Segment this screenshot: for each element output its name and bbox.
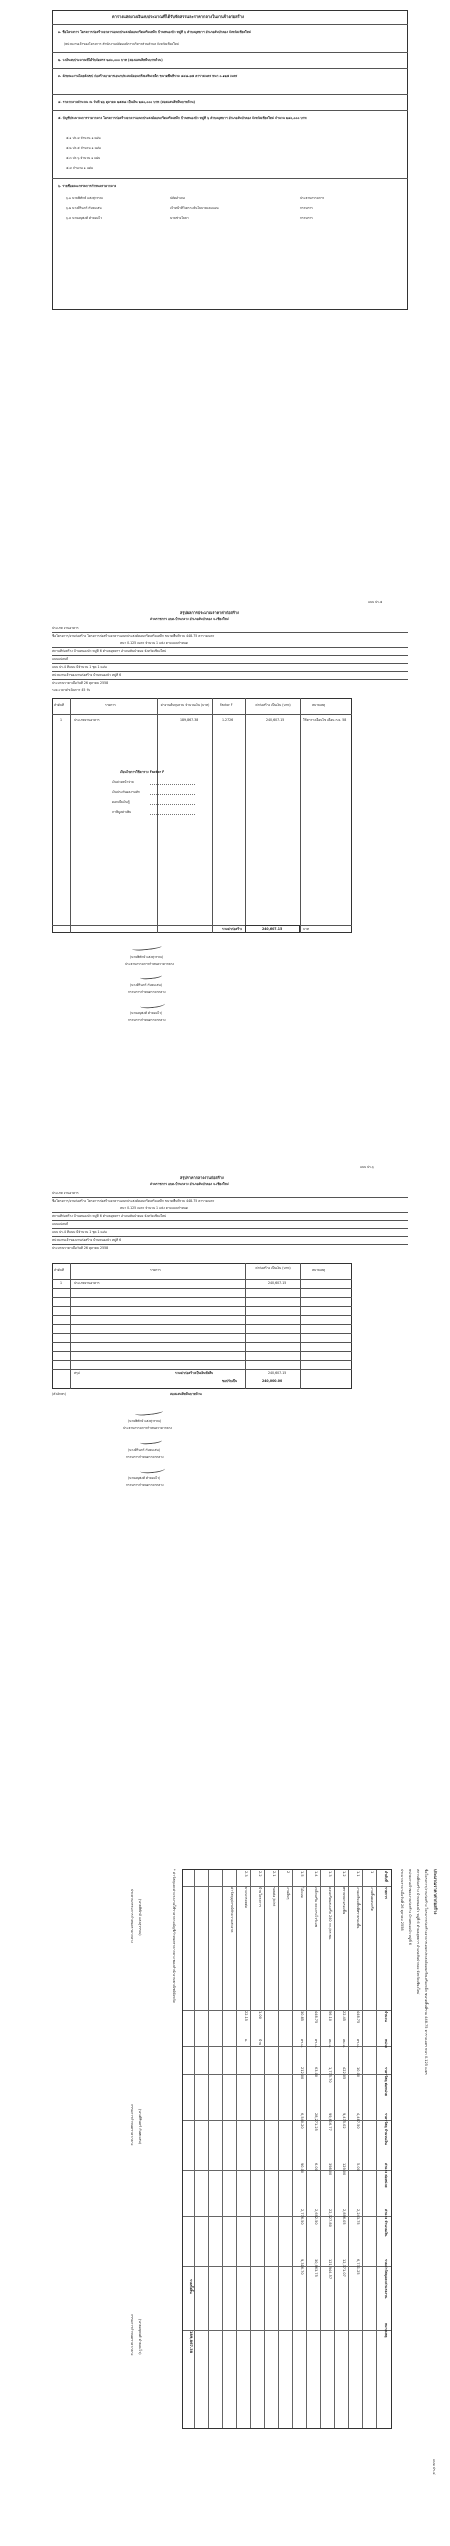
pr4-header: ราคาวัสดุ ต่อหน่วย xyxy=(384,2067,388,2096)
pr4-cell: 10.00 xyxy=(356,2067,360,2078)
pr4-cell: งานเตรียมพื้นที่ทรายรองพื้น xyxy=(356,1887,360,1929)
calc-line: ประมาณราคาเมื่อวันที่ 26 ตุลาคม 2558 xyxy=(52,1246,109,1250)
round-value: 240,000.00 xyxy=(262,1379,283,1383)
pr4-cell: 22.45 xyxy=(342,2011,346,2022)
th-factor: Factor F xyxy=(220,703,233,707)
pr4-cell: 2,243.75 xyxy=(356,2209,360,2225)
pr4-cell: คอนกรีตผสมเสร็จ 240 กก./ตร.ซม. xyxy=(328,1887,332,1941)
pr4-cell: รอยต่อ Joint xyxy=(272,1887,276,1907)
sum-label: สรุป xyxy=(74,1371,80,1375)
pr4-header: หน่วย xyxy=(384,2039,388,2048)
sum-text: รวมค่าก่อสร้างเป็นเงินทั้งสิ้น xyxy=(175,1371,214,1375)
th-total: ค่าก่อสร้าง เป็นเงิน (บาท) xyxy=(255,1266,291,1270)
blank-line: แบบแปลนที่ xyxy=(52,1222,69,1226)
pr4-cell: ตร.ม. xyxy=(356,2039,360,2048)
pr4-cell: 28,271.25 xyxy=(314,2113,318,2131)
pr4-cell: 2,776.50 xyxy=(300,2209,304,2225)
committee-2-role: เจ้าหน้าที่วิเคราะห์นโยบายและแผน xyxy=(170,206,219,210)
factor-row-1: เงินล่วงหน้าจ่าย xyxy=(112,780,134,784)
sig-3-name: (นายอนุพงศ์ คำยอมไว) xyxy=(138,2319,142,2355)
sig-1-title: ประธานกรรมการกำหนดราคากลาง xyxy=(125,962,174,966)
pr4-cell: 9,475.02 xyxy=(342,2113,346,2129)
row-cost: 189,867.38 xyxy=(180,718,199,722)
sig-3-name: (นายอนุพงศ์ คำยอมไว) xyxy=(128,1476,161,1480)
project-line: ชื่อโครงการ/งานก่อสร้าง โครงการก่อสร้างอาคารเอนกประสงค์คอนกรีตเสริมเหล็ก ขนาดพื้นที่รวม 448.75 ตารางเมตร xyxy=(52,1199,215,1203)
row-item: ประเภทงานอาคาร xyxy=(74,718,100,722)
pr4-cell: ม. xyxy=(244,2039,248,2043)
factor-row-4: ภาษีมูลค่าเพิ่ม xyxy=(112,810,132,814)
sum-value: 240,607.15 xyxy=(268,1371,287,1375)
sub5-4: ๕.๔ จำนวน ๑ แผ่น xyxy=(66,166,93,170)
pr4-cell: 1.5 xyxy=(300,1871,304,1877)
pr4-cell: ยาแนวรอยต่อ xyxy=(244,1887,248,1909)
committee-2-name: ๖.๒ นางศิรินภร์ กันทะเสน xyxy=(66,206,102,210)
form-title: สรุปราคากลางงานก่อสร้าง xyxy=(180,1175,224,1180)
pr4-cell: 99,616.77 xyxy=(328,2113,332,2131)
blank-line: แบบแปลนที่ xyxy=(52,657,69,661)
project-line: ชื่อโครงการ/งานก่อสร้าง โครงการก่อสร้างอาคารเอนกประสงค์คอนกรีตเสริมเหล็ก ขนาดพื้นที่รวม 448.75 ตารางเมตร หนา 0.125 เมตร xyxy=(424,1869,428,2075)
pr4-cell: 2.3 xyxy=(244,1871,248,1877)
pr4-cell: 1.1 xyxy=(356,1871,360,1877)
form-number: แบบ ปร.๖ xyxy=(360,1165,374,1169)
pr4-cell: งานพื้นคอนกรีต xyxy=(370,1887,374,1911)
item-1-owner: /หน่วยงานเจ้าของโครงการ สำนักงานปลัดองค์การบริหารส่วนตำบล จังหวัดเชียงใหม่ xyxy=(64,42,179,46)
pr4-cell: ตร.ม. xyxy=(300,2039,304,2048)
row-no: 1 xyxy=(60,718,63,722)
pr4-cell: 6,731.25 xyxy=(356,2259,360,2275)
duration-line: ระยะเวลาดำเนินการ 45 วัน xyxy=(52,688,91,692)
pr4-header: ค่าแรง ต่อหน่วย xyxy=(384,2163,388,2188)
pr4-cell: 212.00 xyxy=(300,2067,304,2080)
size-line: หนา 0.125 เมตร จำนวน 1 แห่ง ตามแบบกำหนด xyxy=(120,641,188,645)
row-item: ประเภทงานอาคาร xyxy=(74,1281,100,1285)
budget-table-title: ตารางแสดงวงเงินงบประมาณที่ได้รับจัดสรรและราคากลางในงานจ้างก่อสร้าง xyxy=(112,14,244,19)
pr4-cell: 22,327.80 xyxy=(328,2209,332,2227)
th-cost: ค่างานต้นทุนรวม จำนวนเงิน (บาท) xyxy=(160,703,210,707)
pr4-note: * ค่าวัสดุและค่าแรงงานใช้ราคาตามบัญชีกำหนดราคากลาง ของสำนักงานพาณิชย์จังหวัด xyxy=(172,1869,176,2003)
pr4-cell: ค่าวัสดุอุปกรณ์ทำความสะอาด xyxy=(230,1887,234,1933)
form-subtitle: ส่วนราชการ อบต.บ้านกลาง อำเภอสันป่าตอง จ.เชียงใหม่ xyxy=(150,617,229,621)
owner-line: หน่วยงานเจ้าของงานก่อสร้าง บ้านหนองบัว หมู่ที่ 6 xyxy=(52,673,122,677)
pr4-cell: 448.75 xyxy=(356,2011,360,2024)
type-line: ประเภท งานอาคาร xyxy=(52,1191,79,1195)
owner-line: หน่วยงานเจ้าของงานก่อสร้าง บ้านหนองบัว หมู่ที่ 6 xyxy=(408,1869,412,1945)
factor-row-2: เงินประกันผลงานหัก xyxy=(112,790,140,794)
pr4-cell: 6,540.20 xyxy=(300,2113,304,2129)
pr4-cell: 12,371.07 xyxy=(342,2259,346,2277)
pr4-cell: 6.00 xyxy=(314,2163,318,2171)
location-line: สถานที่ก่อสร้าง บ้านหนองบัว หมู่ที่ 6 ตำบลอุทยาฯ อำเภอสันป่าตอง จังหวัดเชียงใหม่ xyxy=(416,1869,420,1995)
total-label: รวมค่าก่อสร้าง xyxy=(222,927,243,931)
words-label: (ตัวอักษร) xyxy=(52,1392,67,1396)
sig-2-title: กรรมการกำหนดราคากลาง xyxy=(126,1455,164,1459)
sig-1-name: (นายพิทักษ์ แสงสุวรรณ) xyxy=(138,1899,142,1936)
pr4-cell: 22.15 xyxy=(244,2011,248,2022)
page-pr4-rotated xyxy=(0,1855,450,2545)
sig-3-title: กรรมการกำหนดราคากลาง xyxy=(126,1483,164,1487)
pr4-header: ราคาวัสดุ จำนวนเงิน xyxy=(384,2113,388,2145)
sig-3-name: (นายอนุพงศ์ คำยอมไว) xyxy=(130,1011,163,1015)
project-line: ชื่อโครงการ/งานก่อสร้าง โครงการก่อสร้างอาคารเอนกประสงค์คอนกรีตเสริมเหล็ก ขนาดพื้นที่รวม 448.75 ตารางเมตร xyxy=(52,634,215,638)
budget-table-frame xyxy=(52,10,408,310)
type-line: ประเภท งานอาคาร xyxy=(52,626,79,630)
pr4-cell: 63.00 xyxy=(314,2067,318,2078)
committee-1-pos: ประธานกรรมการ xyxy=(300,196,325,200)
sig-1-title: ประธานกรรมการกำหนดราคากลาง xyxy=(130,1889,134,1943)
form-title: ประมาณราคาค่าก่อสร้าง xyxy=(433,1869,438,1915)
item-2: ๒. วงเงินงบประมาณที่ได้รับจัดสรร ๒๔๐,๐๐๐ บาท (สองแสนสี่หมื่นบาทถ้วน) xyxy=(58,58,163,62)
pr4-header: รวมค่าวัสดุและค่าแรงงาน xyxy=(384,2259,388,2299)
row-factor: 1.2726 xyxy=(222,718,234,722)
pr4-cell: 121,944.57 xyxy=(328,2259,332,2280)
sheets-line: แบบ ปร.4 ที่แนบ มีจำนวน 1 ชุด 1 แผ่น xyxy=(52,665,107,669)
pr4-cell: งานอื่นๆ xyxy=(286,1887,290,1900)
pr4-cell: ตร.ม. xyxy=(314,2039,318,2048)
pr4-cell: 1,775.70 xyxy=(328,2067,332,2083)
th-total: ค่าก่อสร้าง เป็นเงิน (บาท) xyxy=(255,703,291,707)
pr4-cell: 1 xyxy=(370,1871,374,1874)
th-note: หมายเหตุ xyxy=(312,1268,326,1272)
th-no: ลำดับที่ xyxy=(54,703,64,707)
form-number: แบบ ปร.๔ xyxy=(432,2459,436,2475)
item-1: ๑. ชื่อโครงการ โครงการก่อสร้างอาคารเอนกประสงค์คอนกรีตเสริมเหล็ก บ้านหนองบัว หมู่ที่ ๖ ตำบลอุทยาฯ อำเภอสันป่าตอง จังหวัดเชียงใหม่ xyxy=(58,30,251,34)
pr4-cell: 1.3 xyxy=(328,1871,332,1877)
row-note: ใช้ตารางเงื่อนไข เดือน ก.ย. 58 xyxy=(303,718,347,722)
pr4-cell: 30,963.75 xyxy=(314,2259,318,2277)
sheets-line: แบบ ปร.4 ที่แนบ มีจำนวน 1 ชุด 1 แผ่น xyxy=(52,1230,107,1234)
sum-label: รวมทั้งสิ้น xyxy=(189,2279,193,2294)
sig-2-title: กรรมการกำหนดราคากลาง xyxy=(128,990,166,994)
pr4-cell: 129.00 xyxy=(342,2163,346,2176)
pr4-cell: ไม้แบบ xyxy=(300,1887,304,1898)
pr4-cell: 2.2 xyxy=(258,1871,262,1877)
pr4-cell: 398.00 xyxy=(328,2163,332,2176)
page-pr6 xyxy=(0,1165,450,1615)
sig-2-name: (นางศิรินภร์ กันทะเสน) xyxy=(128,1448,160,1452)
factor-row-3: ดอกเบี้ยเงินกู้ xyxy=(112,800,130,804)
committee-3-pos: กรรมการ xyxy=(300,216,313,220)
pr5-table xyxy=(52,698,352,933)
sig-1-name: (นายพิทักษ์ แสงสุวรรณ) xyxy=(130,955,164,959)
page-pr5 xyxy=(0,600,450,1030)
pr4-cell: 56.10 xyxy=(328,2011,332,2022)
committee-2-pos: กรรมการ xyxy=(300,206,313,210)
pr4-header: หมายเหตุ xyxy=(384,2323,388,2338)
item-4: ๔. ราคากลางคำนวณ ณ วันที่ ๒๖ ตุลาคม ๒๕๕๘ เป็นเงิน ๒๔๐,๐๐๐ บาท (สองแสนสี่หมื่นบาทถ้วน) xyxy=(58,100,195,104)
words-value: สองแสนสี่หมื่นบาทถ้วน xyxy=(170,1392,202,1396)
pr4-header: ค่าแรง จำนวนเงิน xyxy=(384,2209,388,2237)
pr4-header: รายการ xyxy=(384,1887,388,1899)
pr4-cell: 5.00 xyxy=(356,2163,360,2171)
item-6: ๖. รายชื่อคณะกรรมการกำหนดราคากลาง xyxy=(58,184,117,188)
form-number: แบบ ปร.๕ xyxy=(368,600,383,604)
sub5-3: ๕.๓ ปร.๖ จำนวน ๑ แผ่น xyxy=(66,156,101,160)
pr4-cell: 1.2 xyxy=(342,1871,346,1877)
committee-3-role: นายช่างโยธา xyxy=(170,216,189,220)
pr4-cell: 30.85 xyxy=(300,2011,304,2022)
size-line: หนา 0.125 เมตร จำนวน 1 แห่ง ตามแบบกำหนด xyxy=(120,1206,188,1210)
factor-title: เงื่อนไขการใช้ตาราง Factor F xyxy=(120,770,165,774)
pr4-cell: เหล็กเสริม ตะแกรงไวร์เมช xyxy=(314,1887,318,1928)
pr4-cell: 422.05 xyxy=(342,2067,346,2080)
form-subtitle: ส่วนราชการ อบต.บ้านกลาง อำเภอสันป่าตอง จ.เชียงใหม่ xyxy=(150,1182,229,1186)
pr4-cell: 2.1 xyxy=(272,1871,276,1877)
sub5-1: ๕.๑ ปร.๔ จำนวน ๑ แผ่น xyxy=(66,136,101,140)
calc-line: ประมาณราคาเมื่อวันที่ 26 ตุลาคม 2558 xyxy=(400,1869,404,1931)
sig-2-title: กรรมการกำหนดราคากลาง xyxy=(130,2104,134,2146)
sig-2-name: (นางศิรินภร์ กันทะเสน) xyxy=(138,2109,142,2145)
pr4-cell: ลบ.ม. xyxy=(342,2039,346,2048)
location-line: สถานที่ก่อสร้าง บ้านหนองบัว หมู่ที่ 6 ตำบลอุทยาฯ อำเภอสันป่าตอง จังหวัดเชียงใหม่ xyxy=(52,1214,167,1218)
pr4-cell: 90.00 xyxy=(300,2163,304,2174)
sum-value: 189,867.38 xyxy=(189,2331,193,2354)
sub5-2: ๕.๒ ปร.๕ จำนวน ๑ แผ่น xyxy=(66,146,101,150)
pr4-rotated-content xyxy=(62,1859,442,2489)
th-item: รายการ xyxy=(150,1268,161,1272)
committee-3-name: ๖.๓ นายอนุพงศ์ คำยอมไว xyxy=(66,216,103,220)
row-no: 1 xyxy=(60,1281,63,1285)
item-5: ๕. บัญชีประมาณการราคากลาง โครงการก่อสร้างอาคารเอนกประสงค์คอนกรีตเสริมเหล็ก บ้านหนองบัว หมู่ที่ ๖ ตำบลอุทยาฯ อำเภอสันป่าตอง จังหวัดเชียงใหม่ จำนวน ๒๔๐,๐๐๐ บาท xyxy=(58,116,307,120)
pr4-cell: 4,487.50 xyxy=(356,2113,360,2129)
owner-line: หน่วยงานเจ้าของงานก่อสร้าง บ้านหนองบัว หมู่ที่ 6 xyxy=(52,1238,122,1242)
sig-3-title: กรรมการกำหนดราคากลาง xyxy=(130,2314,134,2356)
sig-2-name: (นางศิรินภร์ กันทะเสน) xyxy=(130,983,162,987)
item-3: ๓. ลักษณะงานโดยสังเขป ก่อสร้างอาคารเอนกประสงค์คอนกรีตเสริมเหล็ก ขนาดพื้นที่รวม ๔๔๘.๗๕ ตารางเมตร หนา ๐.๑๒๕ เมตร xyxy=(58,74,238,78)
th-item: รายการ xyxy=(105,703,116,707)
th-no: ลำดับที่ xyxy=(54,1268,64,1272)
th-note: หมายเหตุ xyxy=(312,703,326,707)
pr4-header: ลำดับที่ xyxy=(384,1871,388,1882)
pr4-cell: 9,316.70 xyxy=(300,2259,304,2275)
form-title: สรุปผลการประมาณราคาค่าก่อสร้าง xyxy=(180,610,239,615)
pr4-cell: 448.75 xyxy=(314,2011,318,2024)
pr4-header: จำนวน xyxy=(384,2011,388,2022)
pr4-cell: 2 xyxy=(286,1871,290,1874)
pr4-cell: 1.00 xyxy=(258,2011,262,2019)
pr4-cell: 1.4 xyxy=(314,1871,318,1877)
sig-1-title: ประธานกรรมการกำหนดราคากลาง xyxy=(123,1426,172,1430)
pr4-cell: ป้าย xyxy=(258,2039,262,2046)
committee-1-role: ปลัดอำเภอ xyxy=(170,196,185,200)
pr4-table xyxy=(182,1869,392,2429)
pr4-cell: 2,896.05 xyxy=(342,2209,346,2225)
committee-1-name: ๖.๑ นายพิทักษ์ แสงสุวรรณ xyxy=(66,196,103,200)
total-value: 240,607.15 xyxy=(262,927,283,931)
pr4-cell: ทรายหยาบรองพื้น xyxy=(342,1887,346,1915)
sig-1-name: (นายพิทักษ์ แสงสุวรรณ) xyxy=(128,1419,162,1423)
location-line: สถานที่ก่อสร้าง บ้านหนองบัว หมู่ที่ 6 ตำบลอุทยาฯ อำเภอสันป่าตอง จังหวัดเชียงใหม่ xyxy=(52,649,167,653)
total-unit: บาท xyxy=(303,927,309,931)
pr4-cell: ลบ.ม. xyxy=(328,2039,332,2048)
pr4-cell: 2,692.50 xyxy=(314,2209,318,2225)
sig-3-title: กรรมการกำหนดราคากลาง xyxy=(128,1018,166,1022)
calc-line: ประมาณราคาเมื่อวันที่ 26 ตุลาคม 2558 xyxy=(52,681,109,685)
pr4-cell: ป้ายโครงการ xyxy=(258,1887,262,1908)
row-total: 240,607.15 xyxy=(266,718,285,722)
page-budget-table xyxy=(0,0,450,520)
round-label: ขอปรับเป็น xyxy=(222,1379,238,1383)
row-total: 240,607.15 xyxy=(268,1281,287,1285)
